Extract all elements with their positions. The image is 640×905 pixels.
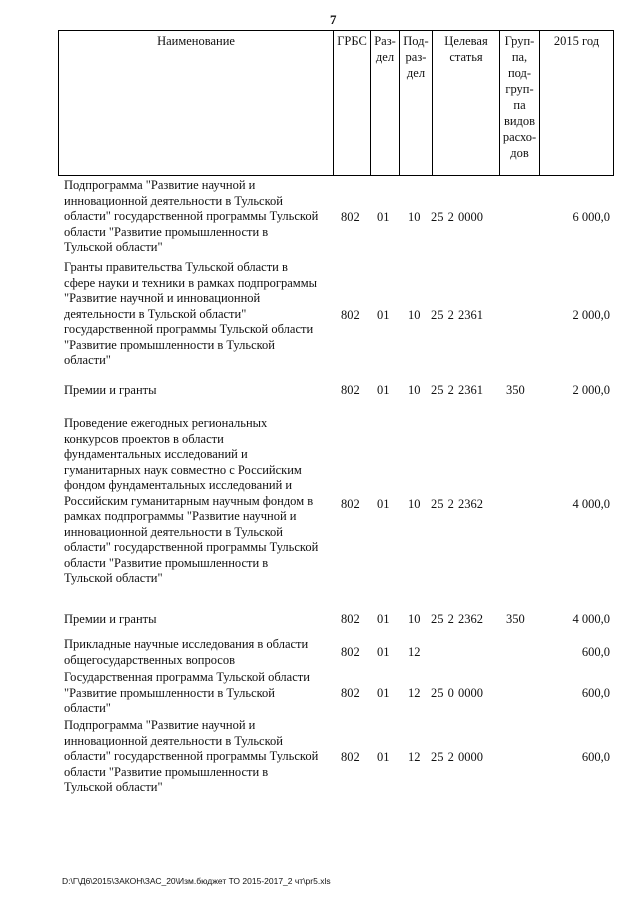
row-target-article: 25 2 0000 [431, 750, 483, 764]
row-grbs: 802 [341, 645, 360, 659]
row-grbs: 802 [341, 497, 360, 511]
header-year-2015: 2015 год [553, 34, 600, 48]
row-razdel: 01 [377, 383, 390, 397]
row-podrazdel: 10 [408, 497, 421, 511]
row-amount: 600,0 [581, 645, 610, 659]
header-name: Наименование [59, 31, 334, 175]
file-path-footer: D:\Г\Д6\2015\ЗАКОН\ЗАС_20\Изм.бюджет ТО 2015-2017_2 чт\pr5.xls [62, 876, 331, 886]
row-name: Премии и гранты [64, 383, 157, 397]
row-razdel: 01 [377, 612, 390, 626]
row-target-article: 25 2 2362 [431, 497, 483, 511]
row-expense-group: 350 [506, 383, 525, 397]
row-amount: 600,0 [581, 686, 610, 700]
row-amount: 600,0 [581, 750, 610, 764]
row-name: Подпрограмма "Развитие научной и инновационной деятельности в Тульской области" государственной программы Тульской области "Развитие промышленности в Тульской области" [64, 718, 319, 794]
row-razdel: 01 [377, 497, 390, 511]
page-number: 7 [330, 12, 337, 27]
row-razdel: 01 [377, 645, 390, 659]
header-target-article: Целевая статья [433, 31, 500, 175]
row-razdel: 01 [377, 750, 390, 764]
row-grbs: 802 [341, 383, 360, 397]
row-amount: 4 000,0 [572, 612, 610, 626]
row-grbs: 802 [341, 210, 360, 224]
row-amount: 4 000,0 [572, 497, 610, 511]
row-grbs: 802 [341, 750, 360, 764]
row-razdel: 01 [377, 308, 390, 322]
row-name: Государственная программа Тульской области "Развитие промышленности в Тульской области" [64, 670, 310, 715]
row-amount: 2 000,0 [572, 383, 610, 397]
row-grbs: 802 [341, 612, 360, 626]
header-grbs: ГРБС [334, 31, 371, 175]
row-grbs: 802 [341, 686, 360, 700]
row-target-article: 25 2 2362 [431, 612, 483, 626]
row-expense-group: 350 [506, 612, 525, 626]
header-podrazdel: Под- раз- дел [400, 31, 433, 175]
row-podrazdel: 10 [408, 308, 421, 322]
row-podrazdel: 12 [408, 686, 421, 700]
row-grbs: 802 [341, 308, 360, 322]
row-name: Гранты правительства Тульской области в сфере науки и техники в рамках подпрограммы "Развитие научной и инновационной деятельности в Тульской области" государственной программы Тульской области "Развитие промышленности в Тульской области" [64, 260, 318, 367]
row-razdel: 01 [377, 686, 390, 700]
row-podrazdel: 10 [408, 210, 421, 224]
row-amount: 6 000,0 [572, 210, 610, 224]
row-podrazdel: 12 [408, 645, 421, 659]
row-podrazdel: 10 [408, 612, 421, 626]
row-target-article: 25 2 0000 [431, 210, 483, 224]
row-name: Премии и гранты [64, 612, 157, 626]
row-target-article: 25 2 2361 [431, 308, 483, 322]
row-razdel: 01 [377, 210, 390, 224]
row-name: Подпрограмма "Развитие научной и инновационной деятельности в Тульской области" государственной программы Тульской области "Развитие промышленности в Тульской области" [64, 178, 319, 254]
row-podrazdel: 10 [408, 383, 421, 397]
header-expense-group: Груп- па, под- груп- па видов расхо- дов [500, 31, 540, 175]
table-header [58, 30, 614, 176]
header-razdel: Раз- дел [371, 31, 400, 175]
row-target-article: 25 0 0000 [431, 686, 483, 700]
row-amount: 2 000,0 [572, 308, 610, 322]
row-target-article: 25 2 2361 [431, 383, 483, 397]
row-name: Прикладные научные исследования в области общегосударственных вопросов [64, 637, 309, 667]
row-name: Проведение ежегодных региональных конкурсов проектов в области фундаментальных исследований и гуманитарных наук совместно с Российским фондом фундаментальных исследований и Российским гуманитарным научным фондом в рамках подпрограммы "Развитие научной и инновационной деятельности в Тульской области" государственной программы Тульской области "Развитие промышленности в Тульской области" [64, 416, 319, 585]
row-podrazdel: 12 [408, 750, 421, 764]
